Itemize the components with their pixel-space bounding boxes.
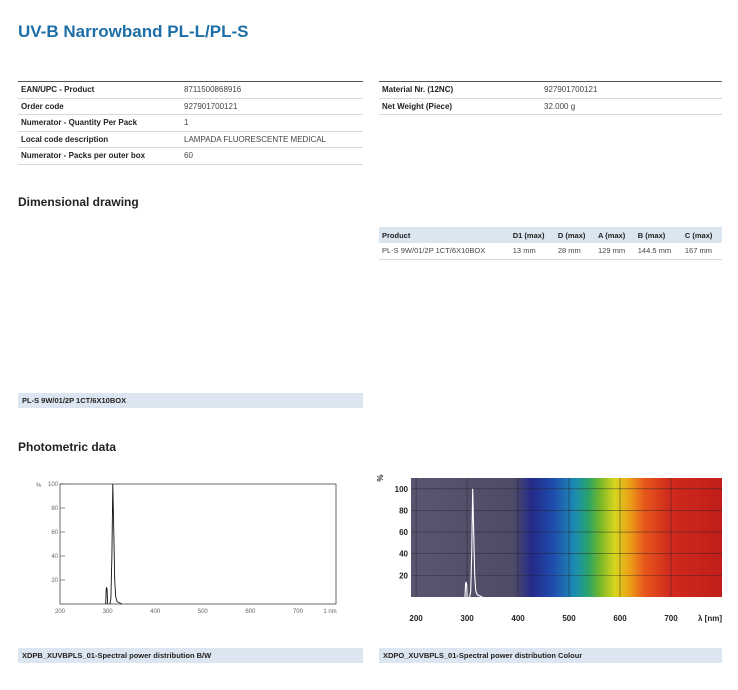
table-cell: 167 mm (682, 243, 722, 259)
x-tick-label: 300 (102, 609, 113, 615)
column-header: C (max) (682, 227, 722, 243)
dimension-table (379, 227, 722, 260)
y-tick-label: 40 (399, 549, 408, 559)
y-tick-label: 100 (47, 482, 58, 488)
spec-value: 927901700121 (541, 82, 722, 99)
spec-row (379, 98, 722, 115)
column-header: A (max) (595, 227, 635, 243)
bw-chart-caption: XDPB_XUVBPLS_01-Spectral power distribution B/W (18, 648, 363, 663)
spec-row (18, 148, 363, 165)
spec-value: 8711500868916 (181, 82, 363, 99)
x-tick-label: 700 (664, 614, 678, 623)
x-tick-label: 200 (409, 614, 423, 623)
y-tick-label: 100 (394, 484, 408, 494)
spec-key: Local code description (18, 131, 181, 148)
y-axis-label: % (36, 483, 42, 489)
spectrum-background (411, 478, 722, 597)
x-tick-label: 600 (613, 614, 627, 623)
column-header: D (max) (555, 227, 595, 243)
spec-key: EAN/UPC - Product (18, 82, 181, 99)
column-header: B (max) (635, 227, 682, 243)
spec-value: LAMPADA FLUORESCENTE MEDICAL (181, 131, 363, 148)
drawing-caption: PL-S 9W/01/2P 1CT/6X10BOX (18, 393, 363, 408)
spec-row (379, 82, 722, 99)
spec-key: Numerator - Quantity Per Pack (18, 115, 181, 132)
spec-row (18, 131, 363, 148)
table-cell: 129 mm (595, 243, 635, 259)
y-axis-label: % (376, 474, 385, 482)
y-tick-label: 60 (399, 528, 408, 538)
spec-key: Numerator - Packs per outer box (18, 148, 181, 165)
colour-chart-caption: XDPO_XUVBPLS_01-Spectral power distribution Colour (379, 648, 722, 663)
spec-table-right (379, 81, 722, 115)
spec-key: Order code (18, 98, 181, 115)
spec-table-left (18, 81, 363, 165)
x-tick-label: 500 (562, 614, 576, 623)
dimensional-heading: Dimensional drawing (18, 195, 139, 209)
y-tick-label: 20 (399, 571, 408, 581)
x-tick-label: 700 (292, 609, 303, 615)
spec-row (18, 98, 363, 115)
column-header: Product (379, 227, 510, 243)
spec-value: 927901700121 (181, 98, 363, 115)
x-unit-label: 1 nm (323, 609, 337, 615)
photometric-heading: Photometric data (18, 440, 117, 454)
x-tick-label: 400 (150, 609, 161, 615)
table-cell: PL-S 9W/01/2P 1CT/6X10BOX (379, 243, 510, 259)
table-cell: 13 mm (510, 243, 555, 259)
y-tick-label: 60 (51, 530, 58, 536)
y-tick-label: 80 (51, 506, 58, 512)
y-tick-label: 80 (399, 506, 408, 516)
plot-frame (60, 484, 336, 604)
table-cell: 144.5 mm (635, 243, 682, 259)
x-tick-label: 500 (197, 609, 208, 615)
spec-row (18, 82, 363, 99)
spec-value: 32.000 g (541, 98, 722, 115)
page-title: UV-B Narrowband PL-L/PL-S (18, 22, 249, 41)
spec-key: Net Weight (Piece) (379, 98, 541, 115)
table-cell: 28 mm (555, 243, 595, 259)
x-tick-label: 400 (511, 614, 525, 623)
spec-key: Material Nr. (12NC) (379, 82, 541, 99)
y-tick-label: 40 (51, 554, 58, 560)
spec-value: 1 (181, 115, 363, 132)
x-tick-label: 600 (245, 609, 256, 615)
x-axis-label: λ [nm] (698, 614, 722, 623)
x-tick-label: 200 (54, 609, 66, 615)
spec-value: 60 (181, 148, 363, 165)
x-tick-label: 300 (460, 614, 474, 623)
spectral-chart-bw (18, 476, 363, 621)
y-tick-label: 20 (51, 578, 58, 584)
column-header: D1 (max) (510, 227, 555, 243)
spectral-chart-colour (376, 466, 726, 626)
spec-row (18, 115, 363, 132)
table-row (379, 243, 722, 259)
